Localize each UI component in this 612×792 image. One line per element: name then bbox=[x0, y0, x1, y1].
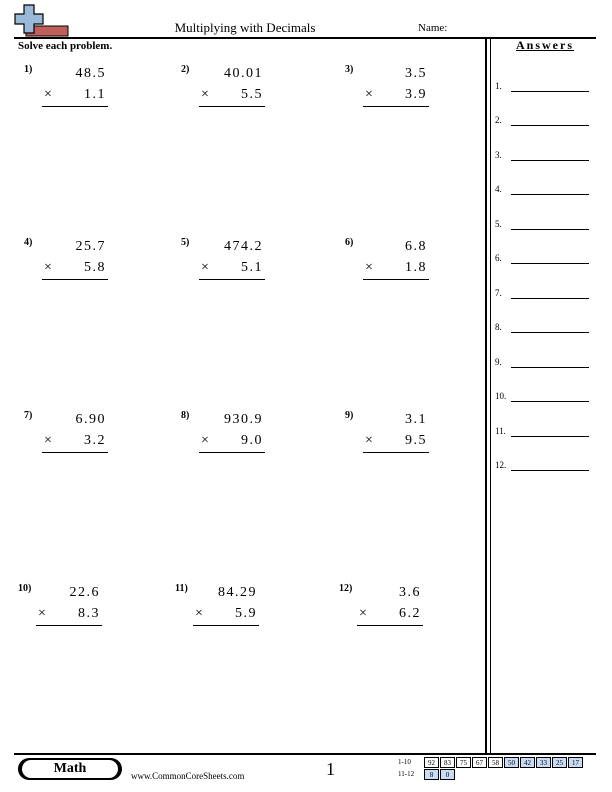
multiplier: 5.5 bbox=[241, 87, 263, 102]
answer-number: 9. bbox=[495, 357, 502, 367]
answer-number: 10. bbox=[495, 391, 507, 401]
instructions: Solve each problem. bbox=[18, 40, 113, 52]
website-url: www.CommonCoreSheets.com bbox=[131, 771, 245, 781]
problem-rule bbox=[363, 106, 429, 107]
multiplier: 8.3 bbox=[78, 606, 100, 621]
problem-number: 6) bbox=[345, 237, 354, 248]
problem-number: 1) bbox=[24, 64, 33, 75]
score-cell: 83 bbox=[440, 757, 455, 768]
subject-badge bbox=[18, 758, 122, 780]
answer-number: 5. bbox=[495, 219, 502, 229]
name-label: Name: bbox=[418, 22, 448, 34]
answer-number: 4. bbox=[495, 184, 502, 194]
problem-12 bbox=[339, 583, 429, 643]
times-sign: × bbox=[195, 606, 203, 621]
score-row-label: 11-12 bbox=[398, 770, 415, 778]
multiplier: 1.1 bbox=[84, 87, 106, 102]
answer-slot-7 bbox=[495, 286, 595, 300]
problem-4 bbox=[24, 237, 114, 297]
score-cell: 8 bbox=[424, 769, 439, 780]
answer-line bbox=[511, 194, 589, 195]
score-cell: 92 bbox=[424, 757, 439, 768]
problem-9 bbox=[345, 410, 435, 470]
score-cell: 42 bbox=[520, 757, 535, 768]
problem-number: 12) bbox=[339, 583, 353, 594]
multiplicand: 3.6 bbox=[399, 585, 421, 600]
times-sign: × bbox=[201, 87, 209, 102]
answer-line bbox=[511, 367, 589, 368]
score-cell: 58 bbox=[488, 757, 503, 768]
problem-2 bbox=[181, 64, 271, 124]
multiplicand: 474.2 bbox=[224, 239, 263, 254]
subject-badge-label: Math bbox=[22, 760, 118, 778]
answer-slot-2 bbox=[495, 113, 595, 127]
multiplier: 1.8 bbox=[405, 260, 427, 275]
problem-3 bbox=[345, 64, 435, 124]
answers-heading: Answers bbox=[516, 38, 574, 52]
multiplicand: 84.29 bbox=[218, 585, 257, 600]
score-row-label: 1-10 bbox=[398, 758, 411, 766]
answer-line bbox=[511, 401, 589, 402]
score-cell: 0 bbox=[440, 769, 455, 780]
multiplicand: 25.7 bbox=[75, 239, 106, 254]
problem-rule bbox=[42, 279, 108, 280]
answer-line bbox=[511, 125, 589, 126]
answer-slot-5 bbox=[495, 217, 595, 231]
column-divider bbox=[485, 37, 487, 753]
answer-line bbox=[511, 298, 589, 299]
times-sign: × bbox=[365, 433, 373, 448]
score-cell: 75 bbox=[456, 757, 471, 768]
answer-number: 6. bbox=[495, 253, 502, 263]
answer-number: 8. bbox=[495, 322, 502, 332]
problem-6 bbox=[345, 237, 435, 297]
multiplicand: 40.01 bbox=[224, 66, 263, 81]
answer-line bbox=[511, 91, 589, 92]
times-sign: × bbox=[201, 260, 209, 275]
problem-8 bbox=[181, 410, 271, 470]
problem-rule bbox=[199, 279, 265, 280]
answer-line bbox=[511, 470, 589, 471]
multiplier: 6.2 bbox=[399, 606, 421, 621]
problem-rule bbox=[199, 106, 265, 107]
problem-rule bbox=[42, 452, 108, 453]
problem-number: 11) bbox=[175, 583, 188, 594]
answer-number: 12. bbox=[495, 460, 507, 470]
answer-number: 11. bbox=[495, 426, 506, 436]
answer-number: 1. bbox=[495, 81, 502, 91]
answer-line bbox=[511, 263, 589, 264]
answer-slot-12 bbox=[495, 458, 595, 472]
score-cell: 33 bbox=[536, 757, 551, 768]
times-sign: × bbox=[44, 87, 52, 102]
answer-number: 3. bbox=[495, 150, 502, 160]
answer-slot-3 bbox=[495, 148, 595, 162]
score-cell: 67 bbox=[472, 757, 487, 768]
answer-slot-8 bbox=[495, 320, 595, 334]
page-number: 1 bbox=[326, 759, 335, 779]
multiplier: 9.0 bbox=[241, 433, 263, 448]
answer-slot-1 bbox=[495, 79, 595, 93]
multiplicand: 48.5 bbox=[75, 66, 106, 81]
times-sign: × bbox=[44, 433, 52, 448]
multiplicand: 22.6 bbox=[69, 585, 100, 600]
answer-slot-6 bbox=[495, 251, 595, 265]
problem-rule bbox=[199, 452, 265, 453]
score-cell: 17 bbox=[568, 757, 583, 768]
problem-number: 7) bbox=[24, 410, 33, 421]
problem-number: 2) bbox=[181, 64, 190, 75]
answer-line bbox=[511, 436, 589, 437]
problem-number: 8) bbox=[181, 410, 190, 421]
answer-line bbox=[511, 229, 589, 230]
times-sign: × bbox=[365, 260, 373, 275]
times-sign: × bbox=[365, 87, 373, 102]
answer-line bbox=[511, 332, 589, 333]
problem-number: 5) bbox=[181, 237, 190, 248]
times-sign: × bbox=[359, 606, 367, 621]
multiplier: 3.2 bbox=[84, 433, 106, 448]
multiplicand: 930.9 bbox=[224, 412, 263, 427]
problem-number: 3) bbox=[345, 64, 354, 75]
problem-7 bbox=[24, 410, 114, 470]
multiplicand: 6.90 bbox=[75, 412, 106, 427]
problem-number: 9) bbox=[345, 410, 354, 421]
answer-line bbox=[511, 160, 589, 161]
problem-number: 10) bbox=[18, 583, 32, 594]
problem-number: 4) bbox=[24, 237, 33, 248]
column-divider bbox=[490, 37, 491, 753]
problem-1 bbox=[24, 64, 114, 124]
multiplier: 5.1 bbox=[241, 260, 263, 275]
problem-rule bbox=[193, 625, 259, 626]
problem-10 bbox=[18, 583, 108, 643]
answer-number: 7. bbox=[495, 288, 502, 298]
multiplier: 5.8 bbox=[84, 260, 106, 275]
answer-slot-10 bbox=[495, 389, 595, 403]
page-title: Multiplying with Decimals bbox=[174, 20, 316, 35]
multiplier: 5.9 bbox=[235, 606, 257, 621]
problem-rule bbox=[357, 625, 423, 626]
problem-rule bbox=[36, 625, 102, 626]
answer-number: 2. bbox=[495, 115, 502, 125]
times-sign: × bbox=[38, 606, 46, 621]
problem-11 bbox=[175, 583, 265, 643]
multiplier: 3.9 bbox=[405, 87, 427, 102]
score-cell: 25 bbox=[552, 757, 567, 768]
footer-divider bbox=[14, 753, 596, 755]
multiplier: 9.5 bbox=[405, 433, 427, 448]
score-cell: 50 bbox=[504, 757, 519, 768]
multiplicand: 3.5 bbox=[405, 66, 427, 81]
multiplicand: 3.1 bbox=[405, 412, 427, 427]
times-sign: × bbox=[201, 433, 209, 448]
problem-rule bbox=[363, 279, 429, 280]
problem-rule bbox=[363, 452, 429, 453]
answer-slot-9 bbox=[495, 355, 595, 369]
problem-5 bbox=[181, 237, 271, 297]
problem-rule bbox=[42, 106, 108, 107]
times-sign: × bbox=[44, 260, 52, 275]
answer-slot-4 bbox=[495, 182, 595, 196]
answer-slot-11 bbox=[495, 424, 595, 438]
multiplicand: 6.8 bbox=[405, 239, 427, 254]
